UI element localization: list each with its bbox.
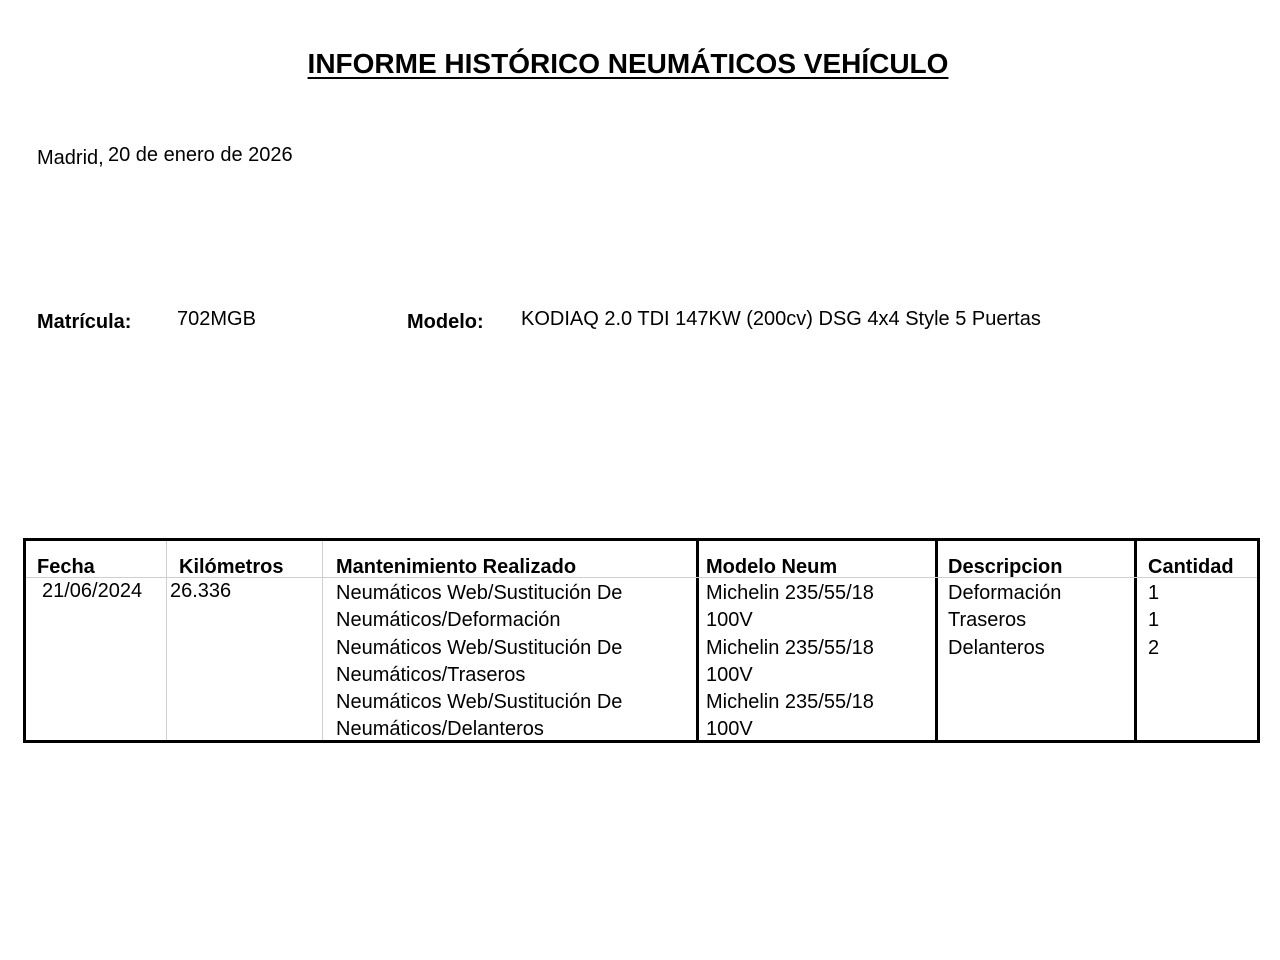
qty-line: 2 xyxy=(1148,636,1160,659)
report-date: 20 de enero de 2026 xyxy=(108,144,293,166)
maint-line: Neumáticos/Delanteros xyxy=(336,718,544,741)
model-value: KODIAQ 2.0 TDI 147KW (200cv) DSG 4x4 Style 5 Puertas xyxy=(521,308,1041,330)
column-divider xyxy=(1134,541,1137,740)
maint-line: Neumáticos/Deformación xyxy=(336,609,561,632)
model-line: Michelin 235/55/18 xyxy=(706,691,874,714)
cell-mantenimiento xyxy=(336,580,622,744)
model-line: Michelin 235/55/18 xyxy=(706,582,874,604)
header-mantenimiento: Mantenimiento Realizado xyxy=(336,556,577,578)
plate-value: 702MGB xyxy=(177,308,256,330)
column-divider xyxy=(166,541,167,740)
desc-line: Delanteros xyxy=(948,636,1045,659)
cell-modelo-neum xyxy=(706,580,874,744)
header-kilometros: Kilómetros xyxy=(179,556,284,578)
maint-line: Neumáticos Web/Sustitución De xyxy=(336,691,623,714)
model-line: 100V xyxy=(706,609,753,632)
desc-line: Deformación xyxy=(948,582,1062,604)
qty-line: 1 xyxy=(1148,582,1160,604)
cell-cantidad xyxy=(1148,580,1159,662)
report-city: Madrid, xyxy=(37,147,104,169)
cell-fecha: 21/06/2024 xyxy=(42,580,143,602)
column-divider xyxy=(696,541,699,740)
header-fecha: Fecha xyxy=(37,556,95,578)
maint-line: Neumáticos Web/Sustitución De xyxy=(336,582,623,604)
maint-line: Neumáticos Web/Sustitución De xyxy=(336,636,623,659)
qty-line: 1 xyxy=(1148,609,1160,632)
cell-kilometros: 26.336 xyxy=(170,580,232,602)
column-divider xyxy=(322,541,323,740)
desc-line: Traseros xyxy=(948,609,1027,632)
maint-line: Neumáticos/Traseros xyxy=(336,663,526,686)
model-line: Michelin 235/55/18 xyxy=(706,636,874,659)
header-modelo-neum: Modelo Neum xyxy=(706,556,838,578)
column-divider xyxy=(935,541,938,740)
plate-label: Matrícula: xyxy=(37,311,132,333)
tire-history-table xyxy=(23,538,1260,743)
model-line: 100V xyxy=(706,663,753,686)
header-descripcion: Descripcion xyxy=(948,556,1063,578)
model-label: Modelo: xyxy=(407,311,484,333)
model-line: 100V xyxy=(706,718,753,741)
report-title: INFORME HISTÓRICO NEUMÁTICOS VEHÍCULO xyxy=(307,48,949,79)
cell-descripcion xyxy=(948,580,1061,662)
header-cantidad: Cantidad xyxy=(1148,556,1234,578)
